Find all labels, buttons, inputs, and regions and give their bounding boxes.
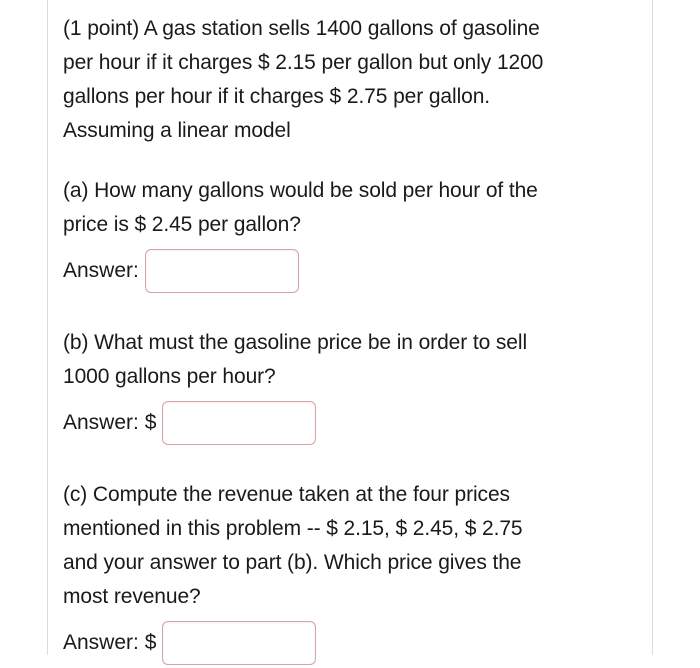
question-line: 1000 gallons per hour? bbox=[63, 365, 276, 388]
question-line: (c) Compute the revenue taken at the four prices bbox=[63, 483, 510, 506]
part-a bbox=[63, 174, 633, 296]
part-c-answer-input[interactable] bbox=[162, 621, 316, 665]
problem-card bbox=[47, 0, 653, 655]
part-b-answer-row bbox=[63, 398, 633, 448]
part-b-question bbox=[63, 326, 633, 394]
problem-content bbox=[63, 12, 633, 668]
intro-line: Assuming a linear model bbox=[63, 119, 291, 142]
part-a-answer-row bbox=[63, 246, 633, 296]
part-b-answer-input[interactable] bbox=[162, 401, 316, 445]
part-b-answer-label: Answer: $ bbox=[63, 411, 157, 434]
question-line: (a) How many gallons would be sold per hour of the bbox=[63, 179, 538, 202]
part-a-question bbox=[63, 174, 633, 242]
question-line: (b) What must the gasoline price be in order to sell bbox=[63, 331, 528, 354]
part-a-answer-input[interactable] bbox=[145, 249, 299, 293]
part-a-answer-label: Answer: bbox=[63, 259, 139, 282]
part-b bbox=[63, 326, 633, 448]
question-line: price is $ 2.45 per gallon? bbox=[63, 213, 301, 236]
problem-intro bbox=[63, 12, 633, 148]
part-c bbox=[63, 478, 633, 668]
question-line: and your answer to part (b). Which price gives the bbox=[63, 551, 522, 574]
question-line: mentioned in this problem -- $ 2.15, $ 2.45, $ 2.75 bbox=[63, 517, 523, 540]
intro-line: (1 point) A gas station sells 1400 gallons of gasoline bbox=[63, 17, 540, 40]
part-c-answer-label: Answer: $ bbox=[63, 631, 157, 654]
intro-line: per hour if it charges $ 2.15 per gallon but only 1200 bbox=[63, 51, 544, 74]
intro-line: gallons per hour if it charges $ 2.75 per gallon. bbox=[63, 85, 491, 108]
question-line: most revenue? bbox=[63, 585, 201, 608]
part-c-question bbox=[63, 478, 633, 614]
part-c-answer-row bbox=[63, 618, 633, 668]
